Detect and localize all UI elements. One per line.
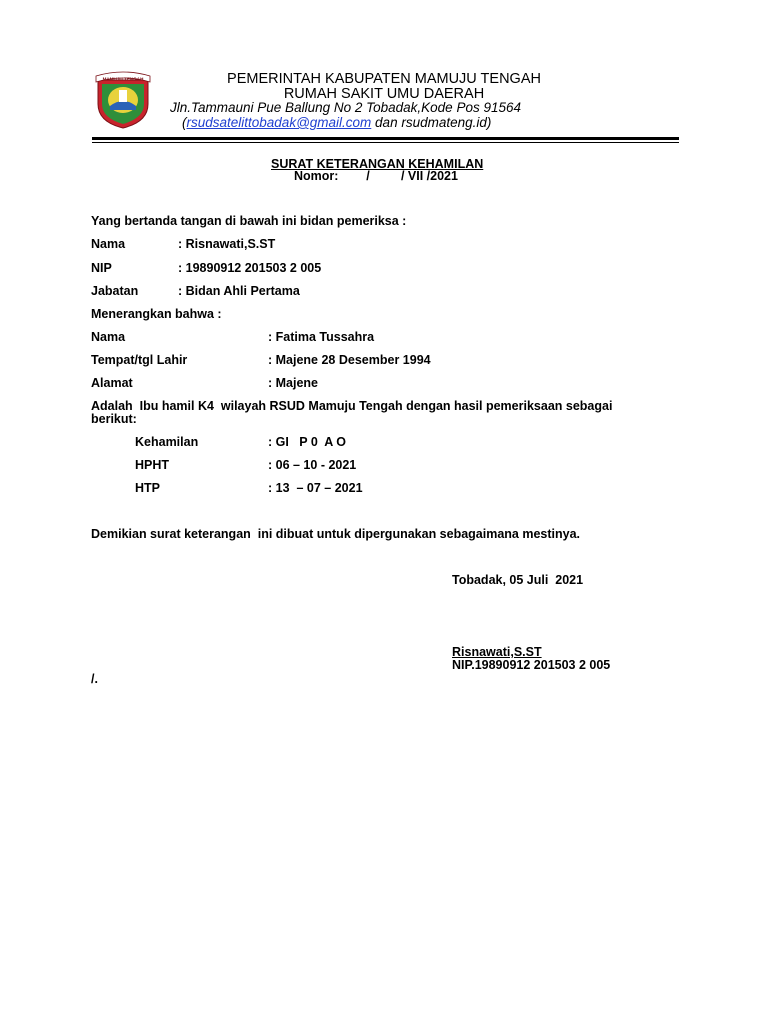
patient-address-label: Alamat (91, 376, 133, 390)
patient-address-value: : Majene (268, 376, 319, 390)
result-hpht-value: : 06 – 10 - 2021 (268, 458, 357, 472)
signature-name: Risnawati,S.ST (452, 645, 542, 659)
statement-line-2: berikut: (91, 412, 137, 426)
contact-website: dan rsudmateng.id) (371, 115, 492, 130)
examiner-nip-label: NIP (91, 261, 112, 275)
patient-birth-value: : Majene 28 Desember 1994 (268, 353, 431, 367)
examiner-name-label: Nama (91, 237, 126, 251)
result-htp-label: HTP (135, 481, 160, 495)
contact-open: ( (182, 115, 187, 130)
result-pregnancy-value: : GI P 0 A O (268, 435, 347, 449)
logo-caption: MAMUJU TENGAH (102, 76, 144, 82)
examiner-position-label: Jabatan (91, 284, 139, 298)
document-number: Nomor: / / VII /2021 (294, 169, 458, 183)
result-htp-value: : 13 – 07 – 2021 (268, 481, 363, 495)
declares-text: Menerangkan bahwa : (91, 307, 222, 321)
letterhead-line2: RUMAH SAKIT UMU DAERAH (283, 86, 485, 102)
patient-name-label: Nama (91, 330, 126, 344)
result-hpht-label: HPHT (135, 458, 170, 472)
examiner-position-value: : Bidan Ahli Pertama (178, 284, 300, 298)
patient-birth-label: Tempat/tgl Lahir (91, 353, 188, 367)
document-title: SURAT KETERANGAN KEHAMILAN (271, 157, 484, 171)
result-pregnancy-label: Kehamilan (135, 435, 199, 449)
letterhead-divider-thick (92, 137, 679, 140)
signature-place-date: Tobadak, 05 Juli 2021 (452, 573, 584, 587)
examiner-nip-value: : 19890912 201503 2 005 (178, 261, 322, 275)
statement-line-1: Adalah Ibu hamil K4 wilayah RSUD Mamuju Tengah dengan hasil pemeriksaan sebagai (91, 399, 613, 413)
email-link[interactable]: rsudsatelittobadak@gmail.com (186, 115, 372, 130)
signature-nip: NIP.19890912 201503 2 005 (452, 658, 611, 672)
letterhead-divider-thin (92, 142, 679, 143)
closing-text: Demikian surat keterangan ini dibuat untuk dipergunakan sebagaimana mestinya. (91, 527, 581, 541)
letterhead-line1: PEMERINTAH KABUPATEN MAMUJU TENGAH (227, 71, 541, 87)
letterhead-address: Jln.Tammauni Pue Ballung No 2 Tobadak,Kode Pos 91564 (170, 100, 521, 115)
footnote-mark: /. (91, 672, 98, 686)
intro-text: Yang bertanda tangan di bawah ini bidan pemeriksa : (91, 214, 407, 228)
examiner-name-value: : Risnawati,S.ST (178, 237, 276, 251)
patient-name-value: : Fatima Tussahra (268, 330, 375, 344)
letterhead-contact (182, 115, 491, 130)
